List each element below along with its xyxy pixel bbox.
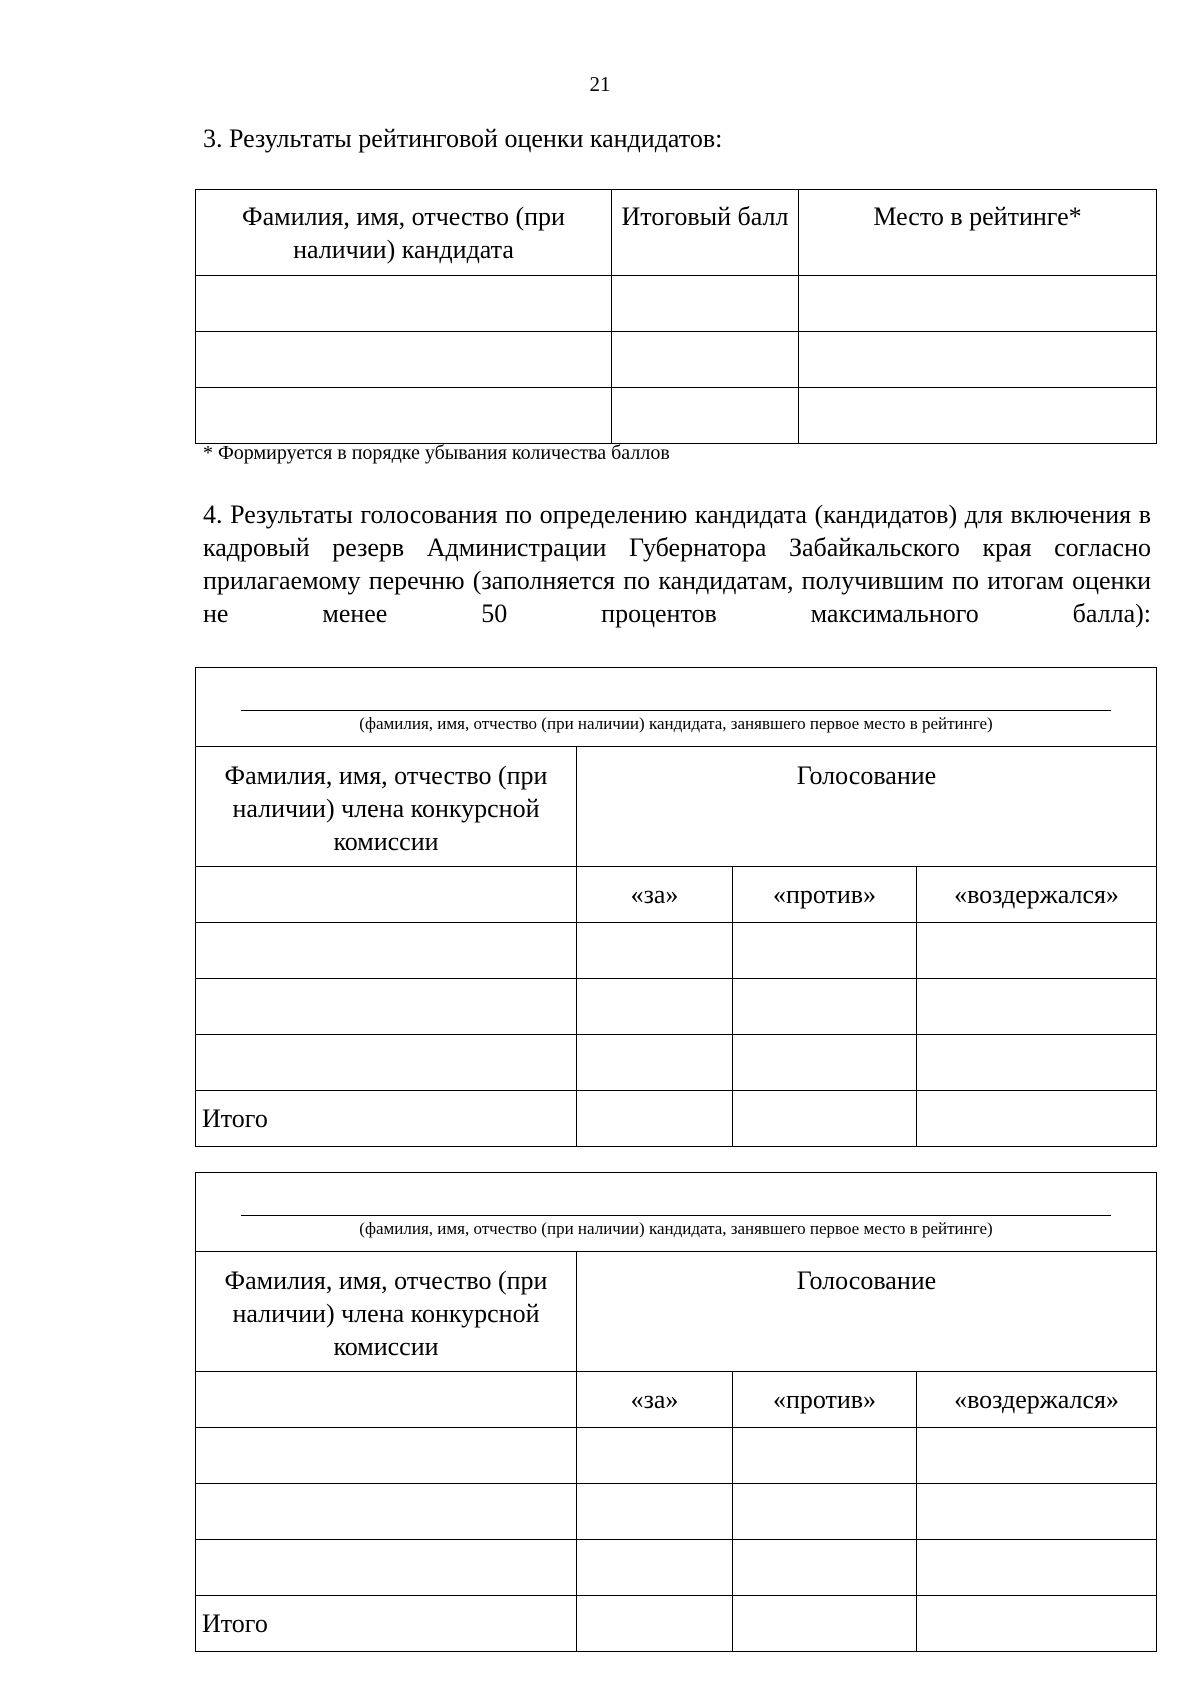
vote-table-header	[196, 1252, 1157, 1372]
rating-table-header	[196, 190, 1157, 276]
option-abstained: «воздержался»	[917, 1372, 1157, 1428]
cell-candidate-name[interactable]	[196, 388, 612, 444]
option-for: «за»	[577, 1372, 733, 1428]
option-for: «за»	[577, 867, 733, 923]
cell-against[interactable]	[733, 923, 917, 979]
page-number: 21	[589, 72, 611, 96]
header-candidate-name: Фамилия, имя, отчество (при наличии) кандидата	[196, 190, 612, 276]
total-label: Итого	[196, 1091, 577, 1147]
total-for[interactable]	[577, 1596, 733, 1652]
cell-abstained[interactable]	[917, 1540, 1157, 1596]
table-row	[196, 979, 1157, 1035]
total-against[interactable]	[733, 1596, 917, 1652]
header-rating-place: Место в рейтинге*	[799, 190, 1157, 276]
empty-cell	[196, 1372, 577, 1428]
cell-abstained[interactable]	[917, 1035, 1157, 1091]
table-row	[196, 276, 1157, 332]
table-row	[196, 388, 1157, 444]
header-voting: Голосование	[577, 747, 1157, 867]
total-abstained[interactable]	[917, 1091, 1157, 1147]
cell-for[interactable]	[577, 1428, 733, 1484]
vote-options-row	[196, 1372, 1157, 1428]
table-row	[196, 1428, 1157, 1484]
table-row	[196, 1035, 1157, 1091]
signature-line	[241, 1215, 1111, 1216]
option-against: «против»	[733, 1372, 917, 1428]
cell-against[interactable]	[733, 1540, 917, 1596]
candidate-name-field[interactable]	[196, 1173, 1157, 1252]
vote-options-row	[196, 867, 1157, 923]
cell-against[interactable]	[733, 1035, 917, 1091]
cell-for[interactable]	[577, 979, 733, 1035]
vote-table	[195, 667, 1157, 1147]
cell-abstained[interactable]	[917, 979, 1157, 1035]
cell-abstained[interactable]	[917, 1484, 1157, 1540]
vote-table	[195, 1172, 1157, 1652]
cell-total-score[interactable]	[612, 332, 799, 388]
cell-abstained[interactable]	[917, 1428, 1157, 1484]
total-row	[196, 1596, 1157, 1652]
cell-member-name[interactable]	[196, 1540, 577, 1596]
rating-table	[195, 189, 1157, 444]
cell-for[interactable]	[577, 1035, 733, 1091]
total-row	[196, 1091, 1157, 1147]
candidate-caption-row	[196, 668, 1157, 747]
cell-member-name[interactable]	[196, 1484, 577, 1540]
cell-candidate-name[interactable]	[196, 276, 612, 332]
cell-member-name[interactable]	[196, 923, 577, 979]
cell-abstained[interactable]	[917, 923, 1157, 979]
header-total-score: Итоговый балл	[612, 190, 799, 276]
vote-table-header	[196, 747, 1157, 867]
cell-member-name[interactable]	[196, 979, 577, 1035]
section-4-paragraph: 4. Результаты голосования по определению кандидата (кандидатов) для включения в кадровый резерв Администрации Губернатора Забайкальского края согласно прилагаемому перечню (заполняется по кандидатам, получившим по итогам оценки не менее 50 процентов максимального балла):	[203, 500, 1151, 628]
cell-for[interactable]	[577, 1484, 733, 1540]
cell-against[interactable]	[733, 1428, 917, 1484]
section-3-heading: 3. Результаты рейтинговой оценки кандидатов:	[203, 124, 723, 153]
cell-total-score[interactable]	[612, 276, 799, 332]
table-row	[196, 1540, 1157, 1596]
cell-rating-place[interactable]	[799, 332, 1157, 388]
cell-against[interactable]	[733, 979, 917, 1035]
candidate-caption: (фамилия, имя, отчество (при наличии) кандидата, занявшего первое место в рейтинге)	[359, 714, 993, 733]
header-voting: Голосование	[577, 1252, 1157, 1372]
total-abstained[interactable]	[917, 1596, 1157, 1652]
header-member-name: Фамилия, имя, отчество (при наличии) члена конкурсной комиссии	[196, 1252, 577, 1372]
candidate-caption-row	[196, 1173, 1157, 1252]
table-row	[196, 923, 1157, 979]
signature-line	[241, 710, 1111, 711]
total-against[interactable]	[733, 1091, 917, 1147]
empty-cell	[196, 867, 577, 923]
header-member-name: Фамилия, имя, отчество (при наличии) члена конкурсной комиссии	[196, 747, 577, 867]
cell-rating-place[interactable]	[799, 388, 1157, 444]
cell-rating-place[interactable]	[799, 276, 1157, 332]
cell-total-score[interactable]	[612, 388, 799, 444]
table-row	[196, 332, 1157, 388]
table-row	[196, 1484, 1157, 1540]
candidate-name-field[interactable]	[196, 668, 1157, 747]
cell-against[interactable]	[733, 1484, 917, 1540]
candidate-caption: (фамилия, имя, отчество (при наличии) кандидата, занявшего первое место в рейтинге)	[359, 1219, 993, 1238]
cell-member-name[interactable]	[196, 1428, 577, 1484]
cell-for[interactable]	[577, 1540, 733, 1596]
option-abstained: «воздержался»	[917, 867, 1157, 923]
option-against: «против»	[733, 867, 917, 923]
cell-member-name[interactable]	[196, 1035, 577, 1091]
cell-candidate-name[interactable]	[196, 332, 612, 388]
total-for[interactable]	[577, 1091, 733, 1147]
total-label: Итого	[196, 1596, 577, 1652]
cell-for[interactable]	[577, 923, 733, 979]
rating-footnote: * Формируется в порядке убывания количества баллов	[203, 442, 670, 464]
